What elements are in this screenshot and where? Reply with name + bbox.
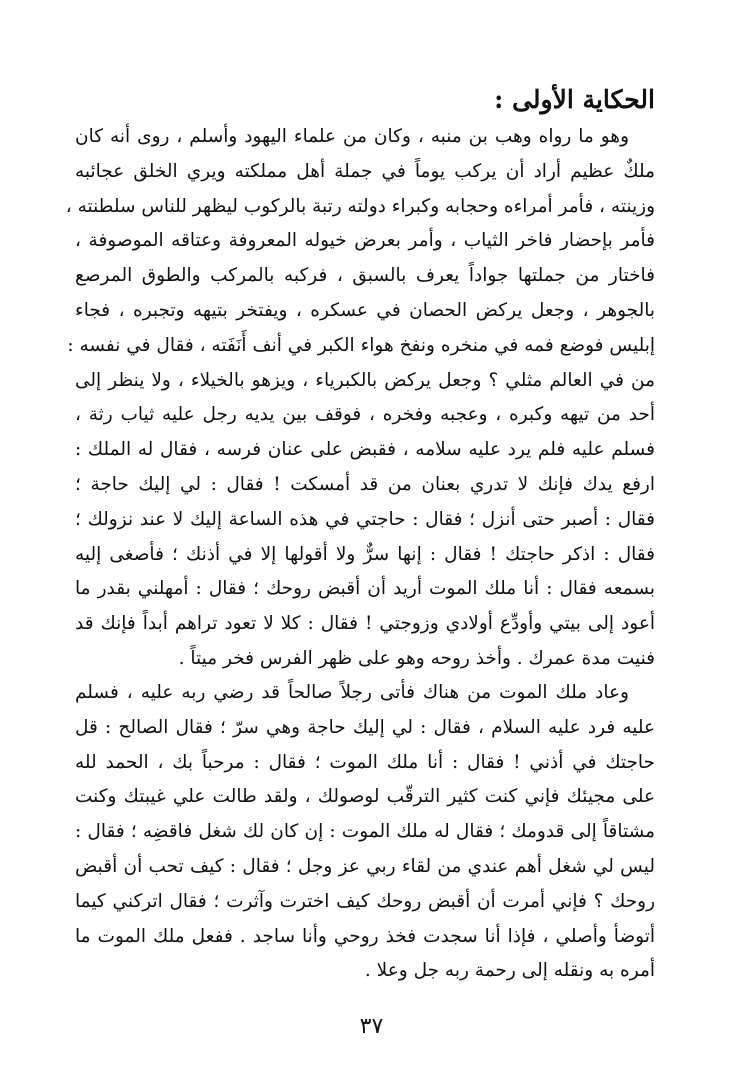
text-line: على مجيئك فإني كنت كثير الترقّب لوصولك ، ولقد طالت علي غيبتك وكنت	[75, 786, 655, 808]
text-line: من في العالم مثلي ؟ وجعل يركض بالكبرياء ، ويزهو بالخيلاء ، ولا ينظر إلى	[75, 369, 655, 391]
text-line: أمره به ونقله إلى رحمة ربه جل وعلا .	[364, 960, 655, 982]
text-line: بالجوهر ، وجعل يركض الحصان في عسكره ، ويفتخر بتيهه وتجبره ، فجاء	[75, 299, 655, 321]
text-line: عليه فرد عليه السلام ، فقال : لي إليك حاجة وهي سرّ ؛ فقال الصالح : قل	[75, 716, 655, 738]
text-line: وهو ما رواه وهب بن منبه ، وكان من علماء اليهود وأسلم ، روى أنه كان	[75, 126, 629, 147]
text-line: فأمر بإحضار فاخر الثياب ، وأمر بعرض خيوله المعروفة وعتاقه الموصوفة ،	[75, 230, 655, 252]
text-line: فقال : أصبر حتى أنزل ؛ فقال : حاجتي في هذه الساعة إليك لا عند نزولك ؛	[75, 508, 655, 530]
text-line: روحك ؟ فإني أمرت أن أقبض روحك كيف اخترت وآثرت ؛ فقال اتركني كيما	[75, 890, 655, 912]
text-line: ارفع يدك فإنك لا تدري بعنان من قد أمسكت ! فقال : لي إليك حاجة ؛	[75, 473, 655, 495]
text-line: فاختار من جملتها جواداً يعرف بالسبق ، فركبه بالمركب والطوق المرصع	[75, 265, 655, 287]
text-line: أحد من تيهه وكبره ، وعجبه وفخره ، فوقف بين يديه رجل عليه ثياب رثة ،	[75, 404, 655, 426]
text-line: ليس لي شغل أهم عندي من لقاء ربي عز وجل ؛ فقال : كيف تحب أن أقبض	[75, 855, 655, 877]
text-line: إبليس فوضع فمه في منخره ونفخ هواء الكبر في أنف أَنَفَته ، فقال في نفسه :	[67, 334, 655, 356]
text-line: مشتاقاً إلى قدومك ؛ فقال له ملك الموت : إن كان لك شغل فاقضِه ؛ فقال :	[75, 821, 655, 843]
page-number: ٣٧	[359, 1014, 384, 1039]
text-line: فنيت مدة عمرك . وأخذ روحه وهو على ظهر الفرس فخر ميتاً .	[178, 647, 655, 669]
text-line: وزينته ، فأمر أمراءه وحجابه وكبراء دولته رتبة بالركوب ليظهر للناس سلطنته ،	[65, 195, 655, 217]
text-line: فقال : اذكر حاجتك ! فقال : إنها سرٌّ ولا أقولها إلا في أذنك ؛ فأصغى إليه	[75, 543, 655, 565]
text-line: حاجتك في أذني ! فقال : أنا ملك الموت ؛ فقال : مرحباً بك ، الحمد لله	[75, 751, 655, 773]
text-line: أعود إلى بيتي وأودِّع أولادي وزوجتي ! فقال : كلا لا تعود تراهم أبداً فإنك قد	[75, 613, 655, 635]
story-paragraph-2	[75, 676, 655, 989]
section-heading: الحكاية الأولى :	[494, 85, 655, 114]
text-line: فسلم عليه فلم يرد عليه سلامه ، فقبض على عنان فرسه ، فقال له الملك :	[75, 439, 655, 461]
story-paragraph-1	[65, 120, 655, 677]
text-line: أتوضأ وأصلي ، فإذا أنا سجدت فخذ روحي وأنا ساجد . ففعل ملك الموت ما	[75, 925, 655, 947]
text-line: وعاد ملك الموت من هناك فأتى رجلاً صالحاً قد رضي ربه عليه ، فسلم	[75, 682, 629, 703]
text-line: بسمعه فقال : أنا ملك الموت أريد أن أقبض روحك ؛ فقال : أمهلني بقدر ما	[75, 578, 655, 600]
text-line: ملكٌ عظيم أراد أن يركب يوماً في جملة أهل مملكته ويري الخلق عجائبه	[75, 160, 655, 182]
